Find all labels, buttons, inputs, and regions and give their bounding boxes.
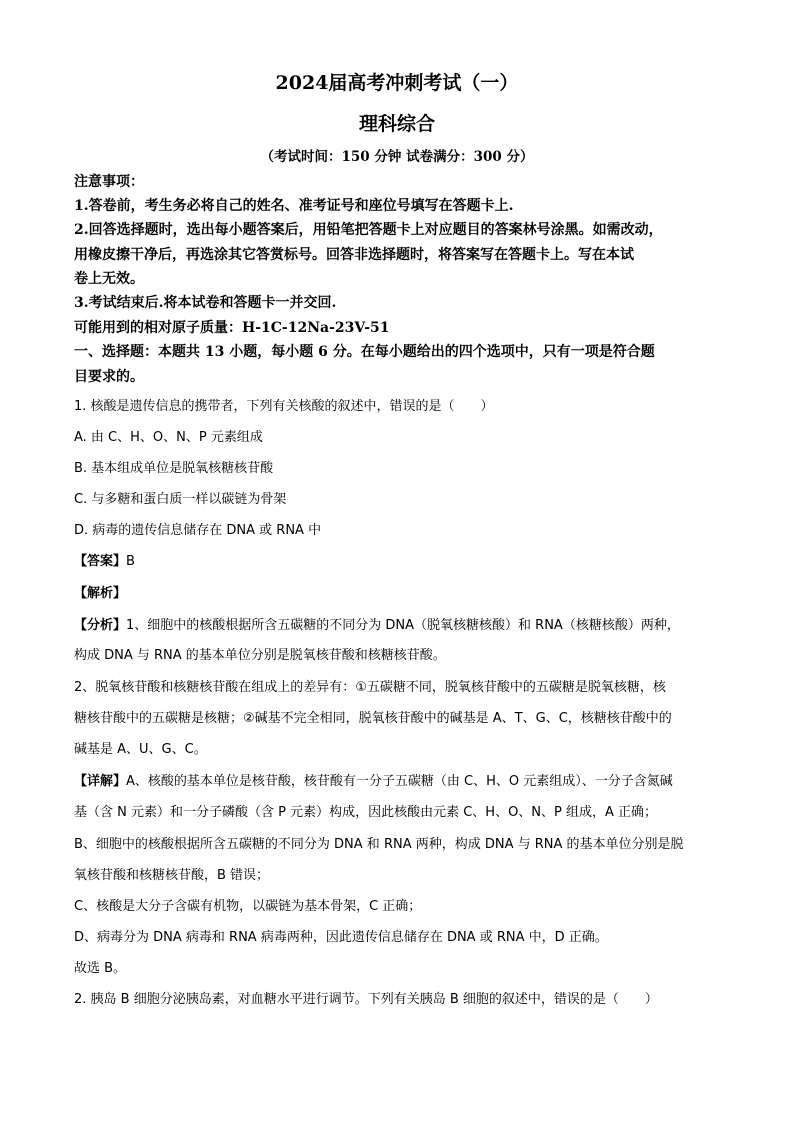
- section-heading: 目要求的。: [74, 369, 144, 385]
- question-stem: 2. 胰岛 B 细胞分泌胰岛素，对血糖水平进行调节。下列有关胰岛 B 细胞的叙述中，错误的是（ ）: [74, 992, 658, 1007]
- exam-info: （考试时间：150 分钟 试卷满分：300 分）: [260, 149, 534, 165]
- detail-line: B、细胞中的核酸根据所含五碳糖的不同分为 DNA 和 RNA 两种，构成 DNA 与 RNA 的基本单位分别是脱: [74, 837, 684, 852]
- notice-heading: 注意事项：: [74, 174, 144, 190]
- notice-line: 用橡皮擦干净后，再选涂其它答赏标号。回答非选择题时，将答案写在答题卡上。写在本试: [74, 247, 634, 263]
- option-c: C. 与多糖和蛋白质一样以碳链为骨架: [74, 492, 287, 507]
- detail-line: 氧核苷酸和核糖核苷酸，B 错误；: [74, 868, 270, 883]
- detail-line: D、病毒分为 DNA 病毒和 RNA 病毒两种，因此遗传信息储存在 DNA 或 RNA 中，D 正确。: [74, 930, 608, 945]
- detail-line: C、核酸是大分子含碳有机物，以碳链为基本骨架，C 正确；: [74, 899, 422, 914]
- section-heading: 一、选择题：本题共 13 小题，每小题 6 分。在每小题给出的四个选项中，只有一项是符合题: [74, 344, 655, 360]
- analysis-line: [74, 616, 724, 636]
- notice-line: 2.回答选择题时，选出每小题答案后，用铅笔把答题卡上对应题目的答案林号涂黑。如需改动，: [74, 222, 663, 238]
- analysis-line: 糖核苷酸中的五碳糖是核糖；②碱基不完全相同，脱氧核苷酸中的碱基是 A、T、G、C，核糖核苷酸中的: [74, 711, 672, 726]
- conclusion: 故选 B。: [74, 961, 127, 976]
- analysis-text: 1、细胞中的核酸根据所含五碳糖的不同分为 DNA（脱氧核糖核酸）和 RNA（核糖核酸）两种，: [126, 618, 680, 633]
- notice-line: 3.考试结束后.将本试卷和答题卡一并交回.: [74, 295, 337, 311]
- atomic-mass: 可能用到的相对原子质量：H-1C-12Na-23V-51: [74, 320, 390, 336]
- option-a: A. 由 C、H、O、N、P 元素组成: [74, 430, 263, 445]
- notice-line: 1.答卷前，考生务必将自己的姓名、准考证号和座位号填写在答题卡上.: [74, 198, 514, 214]
- notice-line: 卷上无效。: [74, 271, 144, 287]
- option-d: D. 病毒的遗传信息储存在 DNA 或 RNA 中: [74, 523, 322, 538]
- analysis-heading: 【解析】: [74, 586, 127, 601]
- analysis-label: 【分析】: [74, 618, 127, 633]
- option-b: B. 基本组成单位是脱氧核糖核苷酸: [74, 461, 274, 476]
- detail-line: 基（含 N 元素）和一分子磷酸（含 P 元素）构成，因此核酸由元素 C、H、O、N、P 组成，A 正确；: [74, 805, 658, 820]
- detail-label: 【详解】: [74, 774, 127, 789]
- subject-title: 理科综合: [358, 113, 435, 135]
- analysis-line: 碱基是 A、U、G、C。: [74, 742, 207, 757]
- answer-value: B: [126, 554, 135, 569]
- analysis-line: 构成 DNA 与 RNA 的基本单位分别是脱氧核苷酸和核糖核苷酸。: [74, 648, 446, 663]
- question-stem: 1. 核酸是遗传信息的携带者，下列有关核酸的叙述中，错误的是（ ）: [74, 399, 494, 414]
- answer: [74, 552, 724, 572]
- detail-line: [74, 772, 724, 792]
- analysis-line: 2、脱氧核苷酸和核糖核苷酸在组成上的差异有：①五碳糖不同，脱氧核苷酸中的五碳糖是脱氧核糖，核: [74, 680, 666, 695]
- detail-text: A、核酸的基本单位是核苷酸，核苷酸有一分子五碳糖（由 C、H、O 元素组成）、一分子含氮碱: [126, 774, 673, 789]
- exam-title: 2024届高考冲刺考试（一）: [275, 72, 519, 94]
- answer-label: 【答案】: [74, 554, 127, 569]
